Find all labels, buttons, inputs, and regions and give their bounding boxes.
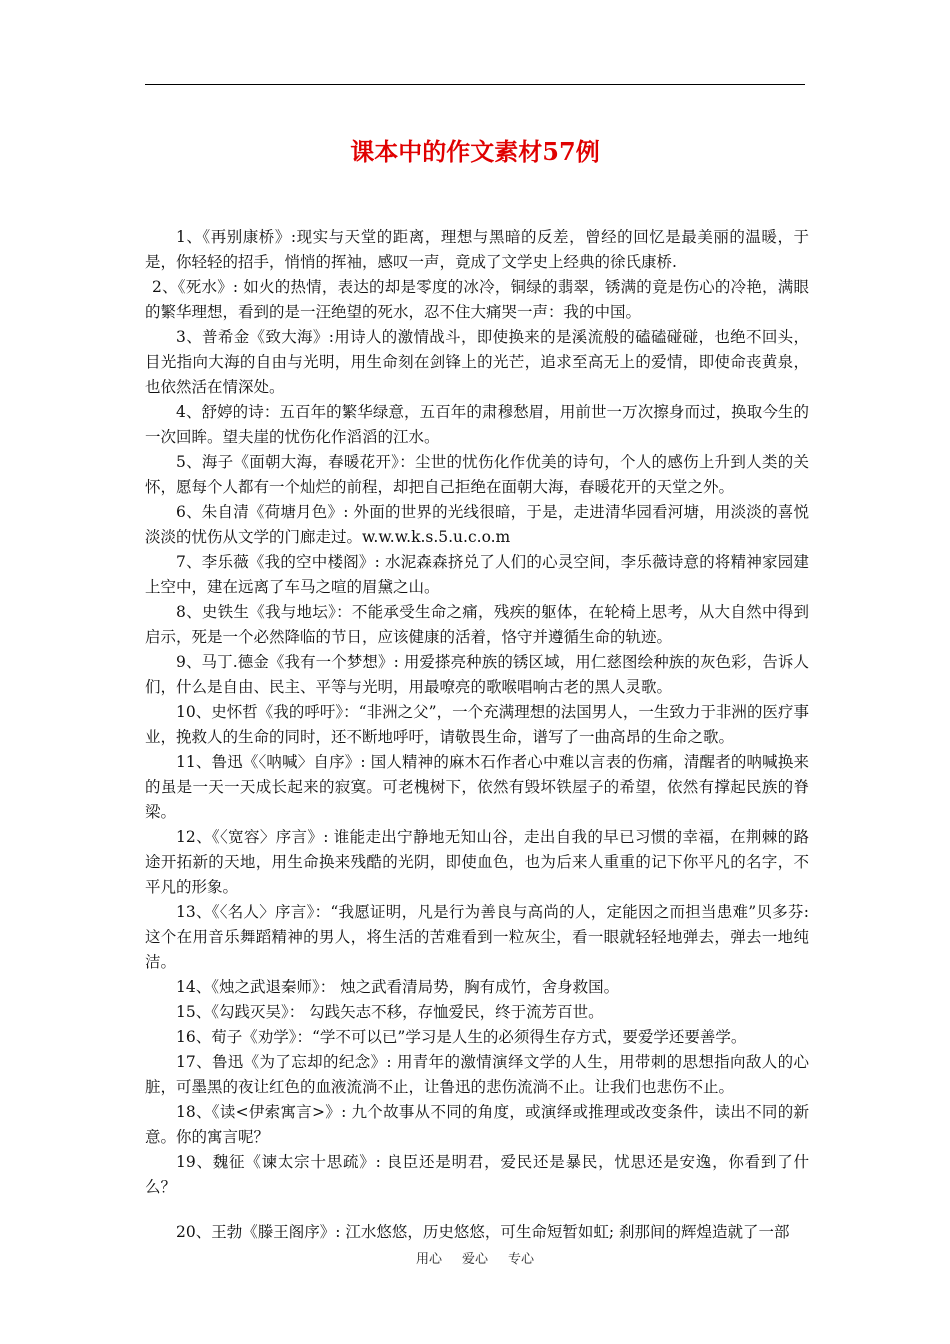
- paragraph: 14、《烛之武退秦师》： 烛之武看清局势，胸有成竹，舍身救国。: [176, 978, 620, 996]
- paragraph: 16、荀子《劝学》：“学不可以已”学习是人生的必须得生存方式，要爱学还要善学。: [176, 1028, 747, 1046]
- document-body: [145, 225, 809, 1245]
- page-title: 课本中的作文素材57例: [350, 137, 600, 166]
- paragraph: 5、海子《面朝大海，春暖花开》：尘世的忧伤化作优美的诗句，个人的感伤上升到人类的关怀，愿每个人都有一个灿烂的前程，却把自己拒绝在面朝大海，春暖花开的天堂之外。: [145, 453, 809, 496]
- paragraph: 3、普希金《致大海》:用诗人的激情战斗，即使换来的是溪流般的磕磕碰碰，也绝不回头，目光指向大海的自由与光明，用生命刻在剑锋上的光芒，追求至高无上的爱情，即使命丧黄泉，也依然活在情深处。: [145, 328, 809, 396]
- paragraph: 15、《勾践灭吴》： 勾践矢志不移，存恤爱民，终于流芳百世。: [176, 1003, 604, 1021]
- footer-text: 爱心: [461, 1252, 488, 1267]
- footer-text: 用心: [415, 1252, 442, 1267]
- paragraph: [145, 275, 809, 325]
- paragraph: 17、鲁迅《为了忘却的纪念》: 用青年的激情演绎文学的人生，用带刺的思想指向敌人的心脏，可墨黑的夜让红色的血液流淌不止，让鲁迅的悲伤流淌不止。让我们也悲伤不止。: [145, 1053, 809, 1096]
- paragraph: 7、李乐薇《我的空中楼阁》: 水泥森森挤兑了人们的心灵空间，李乐薇诗意的将精神家园建上空中，建在远离了车马之喧的眉黛之山。: [145, 553, 809, 596]
- paragraph: 11、鲁迅《〈呐喊〉自序》: 国人精神的麻木石作者心中难以言表的伤痛，清醒者的呐喊换来的虽是一天一天成长起来的寂寞。可老槐树下，依然有毁坏铁屋子的希望，依然有撑起民族的脊梁。: [145, 753, 809, 821]
- paragraph: 13、《〈名人〉序言》：“我愿证明，凡是行为善良与高尚的人，定能因之而担当患难”贝多芬: 这个在用音乐舞蹈精神的男人，将生活的苦难看到一粒灰尘，看一眼就轻轻地弹去，弹去一地纯洁。: [145, 903, 809, 971]
- paragraph: 8、史铁生《我与地坛》：不能承受生命之痛，残疾的躯体，在轮椅上思考，从大自然中得到启示，死是一个必然降临的节日，应该健康的活着，恪守并遵循生命的轨迹。: [145, 603, 809, 646]
- paragraph: 4、舒婷的诗：五百年的繁华绿意，五百年的肃穆愁眉，用前世一万次擦身而过，换取今生的一次回眸。望夫崖的忧伤化作滔滔的江水。: [145, 403, 809, 446]
- paragraph: 6、朱自清《荷塘月色》: 外面的世界的光线很暗，于是，走进清华园看河塘，用淡淡的喜悦淡淡的忧伤从文学的门廊走过。w.w.w.k.s.5.u.c.o.m: [145, 503, 809, 546]
- page-footer: [0, 1248, 950, 1267]
- paragraph: 1、《再别康桥》:现实与天堂的距离，理想与黑暗的反差，曾经的回忆是最美丽的温暖，于是，你轻轻的招手，悄悄的挥袖，感叹一声，竟成了文学史上经典的徐氏康桥.: [145, 228, 809, 271]
- paragraph-text: 2、《死水》: 如火的热情，表达的却是零度的冰冷，铜绿的翡翠，锈满的竟是伤心的冷艳，满眼的繁华理想，看到的是一汪绝望的死水，忍不住大痛哭一声：我的中国。: [145, 278, 809, 321]
- paragraph: 10、史怀哲《我的呼吁》：“非洲之父”，一个充满理想的法国男人，一生致力于非洲的医疗事业，挽救人的生命的同时，还不断地呼吁，请敬畏生命，谱写了一曲高昂的生命之歌。: [145, 703, 809, 746]
- paragraph: 12、《〈宽容〉序言》: 谁能走出宁静地无知山谷，走出自我的早已习惯的幸福，在荆棘的路途开拓新的天地，用生命换来残酷的光阴，即使血色，也为后来人重重的记下你平凡的名字，不平凡的形象。: [145, 828, 809, 896]
- paragraph: 18、《读<伊索寓言>》: 九个故事从不同的角度，或演绎或推理或改变条件，读出不同的新意。你的寓言呢？: [145, 1103, 809, 1146]
- footer-text: 专心: [508, 1252, 535, 1267]
- paragraph: 19、魏征《谏太宗十思疏》: 良臣还是明君，爱民还是暴民，忧思还是安逸，你看到了什么？: [145, 1153, 809, 1196]
- header-rule: [145, 84, 805, 85]
- paragraph-gap: [145, 1200, 809, 1220]
- paragraph: 9、马丁.德金《我有一个梦想》: 用爱搽亮种族的锈区域，用仁慈图绘种族的灰色彩，告诉人们，什么是自由、民主、平等与光明，用最嘹亮的歌喉唱响古老的黑人灵歌。: [145, 653, 809, 696]
- paragraph: 20、王勃《滕王阁序》: 江水悠悠，历史悠悠，可生命短暂如虹; 刹那间的辉煌造就了一部: [176, 1223, 790, 1241]
